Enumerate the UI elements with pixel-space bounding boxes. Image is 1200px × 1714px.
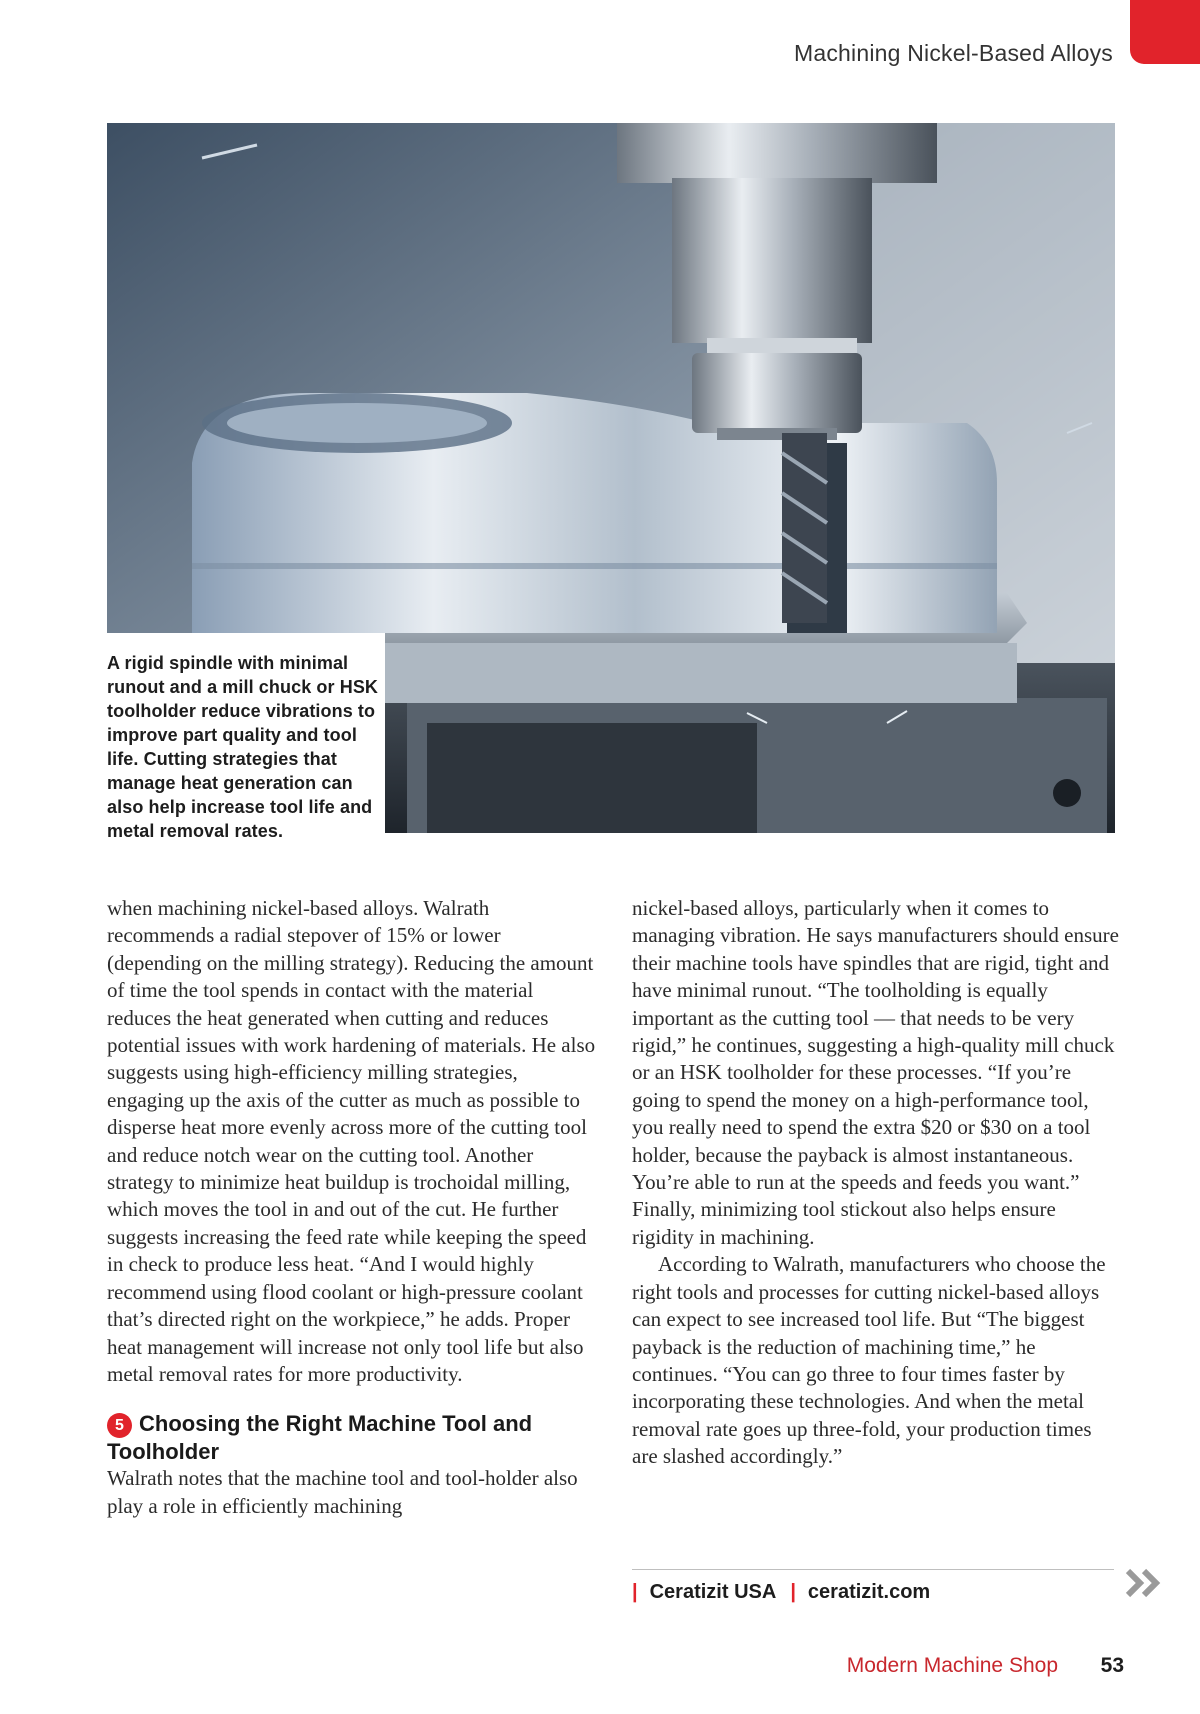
body-paragraph: Walrath notes that the machine tool and tool-holder also play a role in efficiently machining [107, 1466, 578, 1518]
credit-separator: | [790, 1581, 796, 1603]
article-column-left [107, 895, 597, 1520]
footer-page-number: 53 [1100, 1654, 1124, 1677]
section-heading-text: Choosing the Right Machine Tool and Toolholder [107, 1411, 533, 1465]
continue-arrows-icon [1124, 1568, 1164, 1603]
divider-rule [632, 1569, 1114, 1570]
body-paragraph: According to Walrath, manufacturers who choose the right tools and processes for cutting nickel-based alloys can expect to see increased tool life. But “The biggest payback is the reduction of machining time,” he continues. “You can go three to four times faster by incorporating these technologies. And when the metal removal rate goes up three-fold, your production times are slashed accordingly.” [632, 1252, 1106, 1469]
credit-company: Ceratizit USA [649, 1581, 777, 1603]
running-header-title: Machining Nickel-Based Alloys [794, 40, 1113, 66]
caption-text: A rigid spindle with minimal runout and a mill chuck or HSK toolholder reduce vibrations to improve part quality and tool life. Cutting strategies that manage heat generation can also help increase tool life and metal removal rates. [107, 653, 379, 841]
credit-separator: | [632, 1581, 638, 1603]
footer-magazine-name: Modern Machine Shop [846, 1654, 1058, 1677]
body-paragraph: nickel-based alloys, particularly when it comes to managing vibration. He says manufacturers should ensure their machine tools have spindles that are rigid, tight and have minimal runout. “The toolholding is equally important as the cutting tool — that needs to be very rigid,” he continues, suggesting a high-quality mill chuck or an HSK toolholder for these processes. “If you’re going to spend the money on a high-performance tool, you really need to spend the extra $20 or $30 on a tool holder, because the payback is almost instantaneous. You’re able to run at the speeds and feeds you want.” Finally, minimizing tool stickout also helps ensure rigidity in machining. [632, 896, 1119, 1249]
section-number-badge: 5 [107, 1413, 132, 1438]
section-heading [107, 1410, 597, 1465]
credit-website-link[interactable]: ceratizit.com [807, 1581, 931, 1603]
red-corner-tab [1130, 0, 1200, 64]
article-column-right [632, 895, 1122, 1471]
photo-caption [107, 633, 385, 841]
source-credit [632, 1581, 930, 1604]
body-paragraph: when machining nickel-based alloys. Walrath recommends a radial stepover of 15% or lower (depending on the milling strategy). Reducing the amount of time the tool spends in contact with the material reduces the heat generated when cutting and reduces potential issues with work hardening of materials. He also suggests using high-efficiency milling strategies, engaging up the axis of the cutter as much as possible to disperse heat more evenly across more of the cutting tool and reduce notch wear on the cutting tool. Another strategy to minimize heat buildup is trochoidal milling, which moves the tool in and out of the cut. He further suggests increasing the feed rate while keeping the speed in check to produce less heat. “And I would highly recommend using flood coolant or high-pressure coolant that’s directed right on the workpiece,” he adds. Proper heat management will increase not only tool life but also metal removal rates for more productivity. [107, 896, 596, 1386]
